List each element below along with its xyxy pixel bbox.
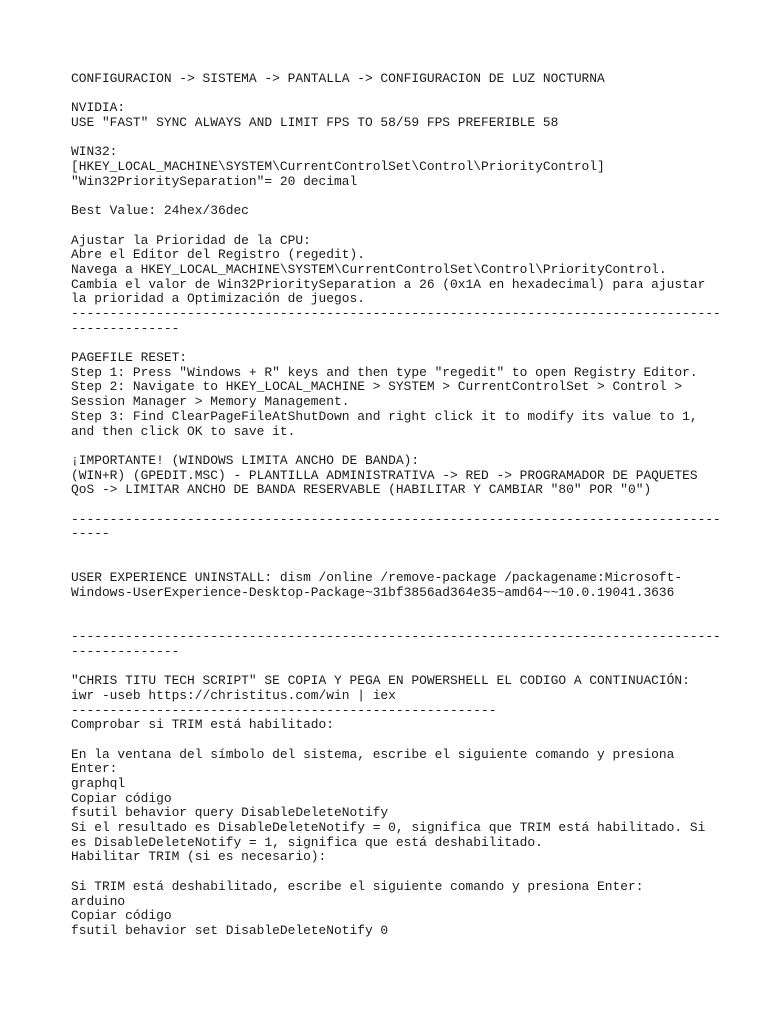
text-line: -------------- [71,643,180,659]
blank-line [71,190,711,205]
text-line: -------------- [71,320,180,336]
text-line: ----- [71,526,110,542]
blank-line [71,87,711,102]
text-line: es DisableDeleteNotify = 1, significa que está deshabilitado. [71,834,543,850]
text-line: Session Manager > Memory Management. [71,394,350,410]
text-line: iwr -useb https://christitus.com/win | iex [71,687,396,703]
text-line: (WIN+R) (GPEDIT.MSC) - PLANTILLA ADMINISTRATIVA -> RED -> PROGRAMADOR DE PAQUETES [71,467,698,483]
blank-line [71,733,711,748]
blank-line [71,219,711,234]
blank-line [71,660,711,675]
text-line: Habilitar TRIM (si es necesario): [71,849,327,865]
text-line: Step 3: Find ClearPageFileAtShutDown and right click it to modify its value to 1, [71,408,698,424]
text-line: Windows-UserExperience-Desktop-Package~31bf3856ad364e35~amd64~~10.0.19041.3636 [71,585,675,601]
text-line: Si TRIM está deshabilitado, escribe el siguiente comando y presiona Enter: [71,878,644,894]
text-line: Copiar código [71,790,172,806]
text-line: Comprobar si TRIM está habilitado: [71,717,335,733]
text-line: Si el resultado es DisableDeleteNotify = 0, significa que TRIM está habilitado. Si [71,820,706,836]
text-line: NVIDIA: [71,100,126,116]
text-line: Step 2: Navigate to HKEY_LOCAL_MACHINE > SYSTEM > CurrentControlSet > Control > [71,379,683,395]
text-line: Step 1: Press "Windows + R" keys and then type "regedit" to open Registry Editor. [71,364,698,380]
text-line: arduino [71,893,126,909]
text-line: ------------------------------------------------------- [71,702,497,718]
text-line: USE "FAST" SYNC ALWAYS AND LIMIT FPS TO 58/59 FPS PREFERIBLE 58 [71,115,559,131]
blank-line [71,865,711,880]
blank-line [71,336,711,351]
blank-line [71,601,711,616]
text-line: fsutil behavior query DisableDeleteNotify [71,805,389,821]
text-line: En la ventana del símbolo del sistema, escribe el siguiente comando y presiona [71,746,675,762]
text-line: "CHRIS TITU TECH SCRIPT" SE COPIA Y PEGA EN POWERSHELL EL CODIGO A CONTINUACIÓN: [71,673,690,689]
text-line: Abre el Editor del Registro (regedit). [71,247,365,263]
text-line: PAGEFILE RESET: [71,350,188,366]
blank-line [71,439,711,454]
document-text [71,71,721,939]
text-line: ------------------------------------------------------------------------------------ [71,511,721,527]
text-line: la prioridad a Optimización de juegos. [71,291,365,307]
text-line: ------------------------------------------------------------------------------------ [71,629,721,645]
text-line: QoS -> LIMITAR ANCHO DE BANDA RESERVABLE (HABILITAR Y CAMBIAR "80" POR "0") [71,482,652,498]
text-line: graphql [71,776,126,791]
text-line: and then click OK to save it. [71,423,296,439]
text-line: USER EXPERIENCE UNINSTALL: dism /online /remove-package /packagename:Microsoft- [71,570,683,586]
text-line: ¡IMPORTANTE! (WINDOWS LIMITA ANCHO DE BANDA): [71,452,420,468]
text-line: ------------------------------------------------------------------------------------ [71,306,721,321]
text-line: Copiar código [71,908,172,924]
blank-line [71,557,711,572]
text-line: fsutil behavior set DisableDeleteNotify 0 [71,922,389,938]
blank-line [71,542,711,557]
text-line: Ajustar la Prioridad de la CPU: [71,232,311,248]
text-line: Navega a HKEY_LOCAL_MACHINE\SYSTEM\CurrentControlSet\Control\PriorityControl. [71,261,667,277]
text-line: CONFIGURACION -> SISTEMA -> PANTALLA -> CONFIGURACION DE LUZ NOCTURNA [71,71,605,86]
text-line: Best Value: 24hex/36dec [71,203,249,219]
text-line: Enter: [71,761,118,777]
blank-line [71,131,711,146]
text-line: Cambia el valor de Win32PrioritySeparation a 26 (0x1A en hexadecimal) para ajustar [71,276,706,292]
blank-line [71,615,711,630]
text-line: "Win32PrioritySeparation"= 20 decimal [71,173,358,189]
blank-line [71,498,711,513]
text-line: [HKEY_LOCAL_MACHINE\SYSTEM\CurrentControlSet\Control\PriorityControl] [71,159,605,175]
text-line: WIN32: [71,144,118,160]
